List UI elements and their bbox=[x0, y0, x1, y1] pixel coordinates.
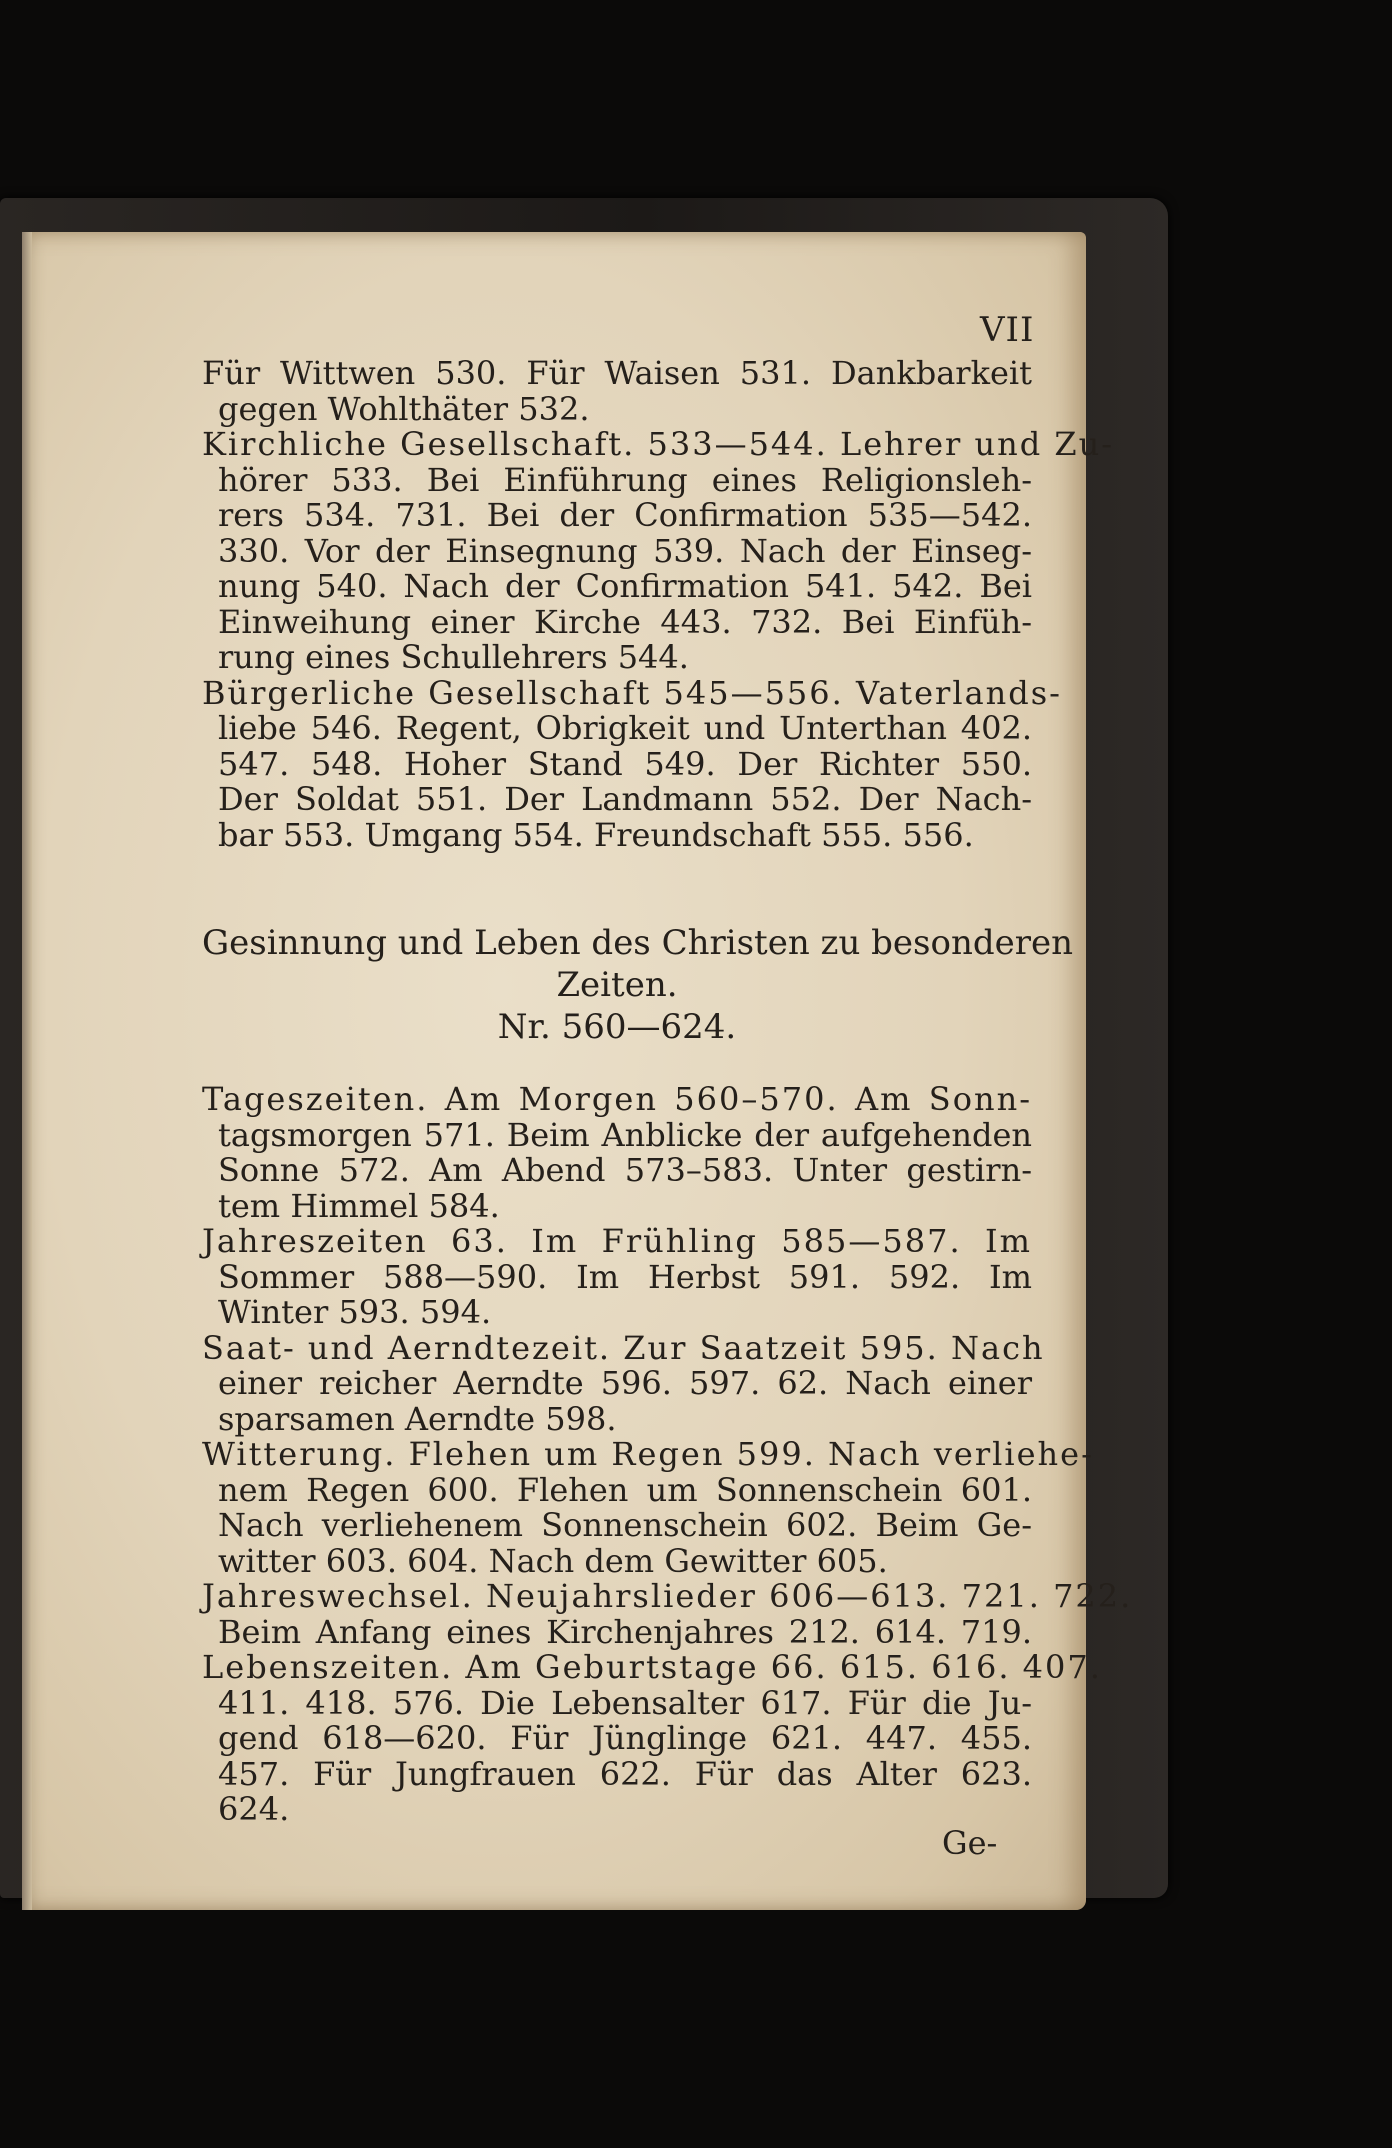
book-page bbox=[22, 232, 1133, 1910]
text-line: gegen Wohlthäter 532. bbox=[218, 389, 590, 428]
text-line: nem Regen 600. Flehen um Sonnenschein 601. bbox=[218, 1470, 1032, 1509]
text-line: gend 618—620. Für Jünglinge 621. 447. 455. bbox=[218, 1719, 1032, 1757]
index-entry-heading: Jahreszeiten 63. Im Frühling 585—587. Im bbox=[202, 1222, 1032, 1260]
text-line: 330. Vor der Einsegnung 539. Nach der Einseg‐ bbox=[218, 531, 1032, 570]
catchword: Ge‐ bbox=[942, 1824, 998, 1862]
text-line: tem Himmel 584. bbox=[218, 1186, 500, 1225]
text-line: Sonne 572. Am Abend 573–583. Unter gestirn‐ bbox=[218, 1151, 1032, 1189]
section-title-cont: Zeiten. bbox=[556, 965, 678, 1005]
text-line: 547. 548. Hoher Stand 549. Der Richter 550. bbox=[218, 744, 1032, 783]
text-line: sparsamen Aerndte 598. bbox=[218, 1399, 617, 1438]
text-line: Einweihung einer Kirche 443. 732. Bei Einfüh‐ bbox=[218, 602, 1032, 641]
text-line: Sommer 588—590. Im Herbst 591. 592. Im bbox=[218, 1257, 1032, 1296]
text-line: Beim Anfang eines Kirchenjahres 212. 614. 719. bbox=[218, 1612, 1032, 1651]
text-line: witter 603. 604. Nach dem Gewitter 605. bbox=[218, 1541, 888, 1580]
text-line: 624. bbox=[218, 1790, 290, 1828]
section-title: Gesinnung und Leben des Christen zu besonderen bbox=[202, 923, 1074, 963]
text-line: nung 540. Nach der Confirmation 541. 542. Bei bbox=[218, 567, 1032, 605]
text-line: 411. 418. 576. Die Lebensalter 617. Für die Ju‐ bbox=[218, 1683, 1032, 1722]
index-entry-heading: Kirchliche Gesellschaft. 533—544. Lehrer und Zu‐ bbox=[202, 425, 1115, 463]
index-entry-heading: Witterung. Flehen um Regen 599. Nach verliehe‐ bbox=[202, 1435, 1094, 1473]
index-entry-heading: Lebenszeiten. Am Geburtstage 66. 615. 616. 407. bbox=[202, 1648, 1102, 1686]
section-range: Nr. 560—624. bbox=[497, 1007, 737, 1047]
text-line: rers 534. 731. Bei der Confirmation 535—542. bbox=[218, 496, 1032, 534]
index-block-times bbox=[202, 1080, 1133, 1828]
text-line: Winter 593. 594. bbox=[218, 1293, 492, 1331]
text-line: liebe 546. Regent, Obrigkeit und Unterthan 402. bbox=[218, 709, 1032, 747]
section-heading bbox=[202, 922, 1074, 1048]
text-line: 457. Für Jungfrauen 622. Für das Alter 623. bbox=[218, 1754, 1032, 1793]
index-entry-heading: Tageszeiten. Am Morgen 560–570. Am Sonn‐ bbox=[202, 1080, 1032, 1118]
text-line: Für Wittwen 530. Für Waisen 531. Dankbarkeit bbox=[202, 354, 1032, 392]
page-text bbox=[22, 232, 1133, 1910]
index-entry-heading: Bürgerliche Gesellschaft 545—556. Vaterlands‐ bbox=[202, 673, 1062, 712]
index-entry-heading: Jahreswechsel. Neujahrslieder 606—613. 721. 722. bbox=[202, 1577, 1133, 1615]
text-line: Der Soldat 551. Der Landmann 552. Der Nach‐ bbox=[218, 780, 1032, 818]
text-line: einer reicher Aerndte 596. 597. 62. Nach einer bbox=[218, 1364, 1032, 1402]
text-line: bar 553. Umgang 554. Freundschaft 555. 556. bbox=[218, 815, 974, 854]
text-line: Nach verliehenem Sonnenschein 602. Beim Ge‐ bbox=[218, 1506, 1032, 1544]
text-line: rung eines Schullehrers 544. bbox=[218, 638, 689, 676]
index-block-social bbox=[202, 354, 1115, 854]
index-entry-heading: Saat- und Aerndtezeit. Zur Saatzeit 595. Nach bbox=[202, 1328, 1045, 1367]
page-number: VII bbox=[980, 310, 1035, 350]
text-line: hörer 533. Bei Einführung eines Religionsleh‐ bbox=[218, 460, 1032, 499]
page-edge bbox=[22, 232, 32, 1910]
text-line: tagsmorgen 571. Beim Anblicke der aufgehenden bbox=[218, 1115, 1032, 1154]
